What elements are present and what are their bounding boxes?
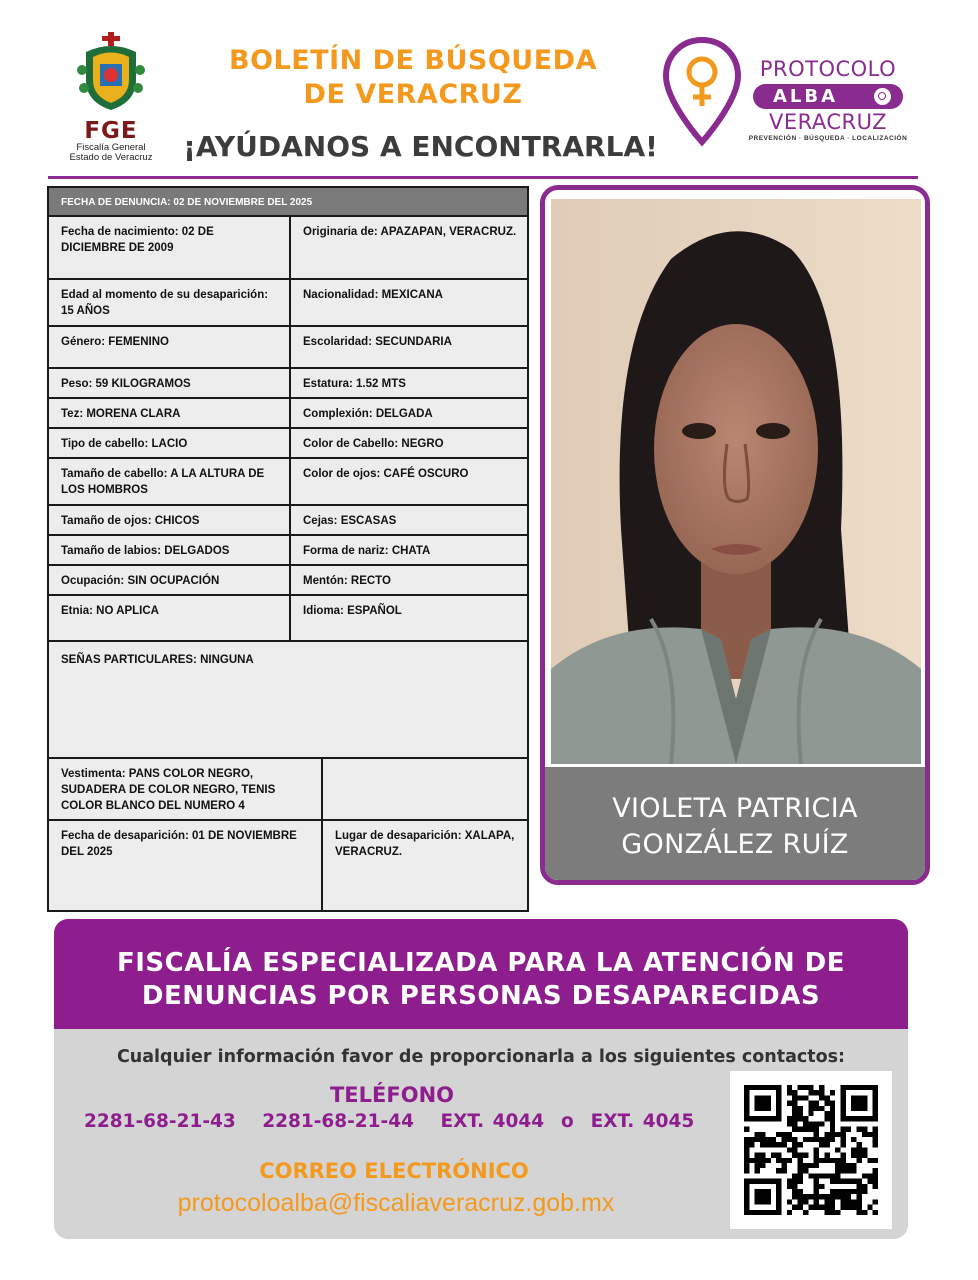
contact-intro: Cualquier información favor de proporcionarla a los siguientes contactos: (116, 1047, 846, 1067)
nationality-cell: Nacionalidad: MEXICANA (303, 289, 443, 301)
bulletin-title (168, 44, 658, 112)
gender-cell: Género: FEMENINO (49, 327, 291, 367)
schooling-cell: Escolaridad: SECUNDARIA (303, 336, 452, 348)
bulletin-title-line1: BOLETÍN DE BÚSQUEDA (229, 45, 597, 76)
build-cell: Complexión: DELGADA (303, 408, 433, 420)
table-row (49, 429, 527, 459)
nose-cell: Forma de nariz: CHATA (303, 545, 431, 557)
fiscalia-banner (54, 919, 908, 1029)
email-label: CORREO ELECTRÓNICO (259, 1159, 529, 1183)
eyebrows-cell: Cejas: ESCASAS (303, 515, 397, 527)
occupation-cell: Ocupación: SIN OCUPACIÓN (49, 566, 291, 594)
table-row (49, 399, 527, 429)
person-name-line2: GONZÁLEZ RUÍZ (621, 829, 849, 860)
table-row (49, 642, 527, 759)
eye-size-cell: Tamaño de ojos: CHICOS (49, 506, 291, 534)
clothing-cell: Vestimenta: PANS COLOR NEGRO, SUDADERA DE COLOR NEGRO, TENIS COLOR BLANCO DEL NUMERO 4 (49, 759, 323, 819)
clothing-extra-cell (323, 759, 527, 819)
table-row (49, 369, 527, 399)
table-row (49, 459, 527, 506)
protocol-tagline: PREVENCIÓN · BÚSQUEDA · LOCALIZACIÓN (748, 135, 908, 142)
qr-code-icon[interactable] (730, 1071, 892, 1229)
fiscalia-line1: FISCALÍA ESPECIALIZADA PARA LA ATENCIÓN DE (116, 948, 846, 978)
state-crest-icon (76, 30, 146, 112)
hair-length-cell: Tamaño de cabello: A LA ALTURA DE LOS HOMBROS (49, 459, 291, 504)
phone-numbers (84, 1111, 744, 1132)
language-cell: Idioma: ESPAÑOL (303, 605, 402, 617)
distinguishing-marks-cell: SEÑAS PARTICULARES: NINGUNA (61, 654, 254, 666)
birth-date-cell: Fecha de nacimiento: 02 DE DICIEMBRE DE 2009 (49, 217, 291, 278)
table-row (49, 536, 527, 566)
skin-cell: Tez: MORENA CLARA (49, 399, 291, 427)
table-row (49, 821, 527, 911)
disappearance-date-cell: Fecha de desaparición: 01 DE NOVIEMBRE DEL 2025 (49, 821, 323, 911)
origin-cell: Originaria de: APAZAPAN, VERACRUZ. (303, 226, 517, 238)
disappearance-place-cell: Lugar de desaparición: XALAPA, VERACRUZ. (335, 830, 515, 858)
lips-cell: Tamaño de labios: DELGADOS (49, 536, 291, 564)
phone-extensions: EXT. 4044 o EXT. 4045 (440, 1111, 695, 1132)
ethnicity-cell: Etnia: NO APLICA (49, 596, 291, 640)
hair-color-cell: Color de Cabello: NEGRO (303, 438, 444, 450)
eye-color-cell: Color de ojos: CAFÉ OSCURO (303, 468, 469, 480)
person-photo (551, 199, 921, 764)
weight-cell: Peso: 59 KILOGRAMOS (49, 369, 291, 397)
person-card (540, 185, 930, 885)
email-address[interactable]: protocoloalba@fiscaliaveracruz.gob.mx (177, 1189, 615, 1217)
phone-number-1[interactable]: 2281-68-21-43 (84, 1111, 236, 1132)
location-pin-icon (662, 36, 742, 148)
table-row (49, 280, 527, 327)
fge-sub-line1: Fiscalía General (76, 142, 146, 153)
female-symbol-icon (689, 59, 715, 106)
protocolo-alba-logo (748, 56, 908, 142)
table-row (49, 327, 527, 369)
table-row (49, 217, 527, 280)
table-row (49, 566, 527, 596)
fge-wordmark: FGE (84, 118, 138, 144)
person-name (545, 767, 925, 885)
fge-logo-block (56, 30, 166, 163)
magnifier-icon (874, 88, 891, 105)
person-name-line1: VIOLETA PATRICIA (612, 793, 858, 824)
description-table (47, 186, 529, 912)
fge-sub-line2: Estado de Veracruz (69, 152, 153, 163)
alba-pill (753, 84, 903, 109)
alba-text: ALBA (773, 86, 839, 107)
table-row (49, 759, 527, 821)
table-row (49, 596, 527, 642)
bulletin-title-line2: DE VERACRUZ (303, 79, 523, 110)
bulletin-subtitle: ¡AYÚDANOS A ENCONTRARLA! (183, 130, 658, 163)
phone-number-2[interactable]: 2281-68-21-44 (262, 1111, 414, 1132)
phone-label: TELÉFONO (329, 1083, 455, 1107)
hair-type-cell: Tipo de cabello: LACIO (49, 429, 291, 457)
header-divider (48, 176, 918, 179)
protocolo-text: PROTOCOLO (759, 57, 897, 81)
age-cell: Edad al momento de su desaparición: 15 AÑOS (49, 280, 291, 325)
chin-cell: Mentón: RECTO (303, 575, 391, 587)
table-row (49, 506, 527, 536)
fiscalia-line2: DENUNCIAS POR PERSONAS DESAPARECIDAS (141, 981, 821, 1011)
veracruz-text: VERACRUZ (768, 110, 887, 134)
height-cell: Estatura: 1.52 MTS (303, 378, 406, 390)
report-date-header: FECHA DE DENUNCIA: 02 DE NOVIEMBRE DEL 2025 (49, 188, 527, 217)
